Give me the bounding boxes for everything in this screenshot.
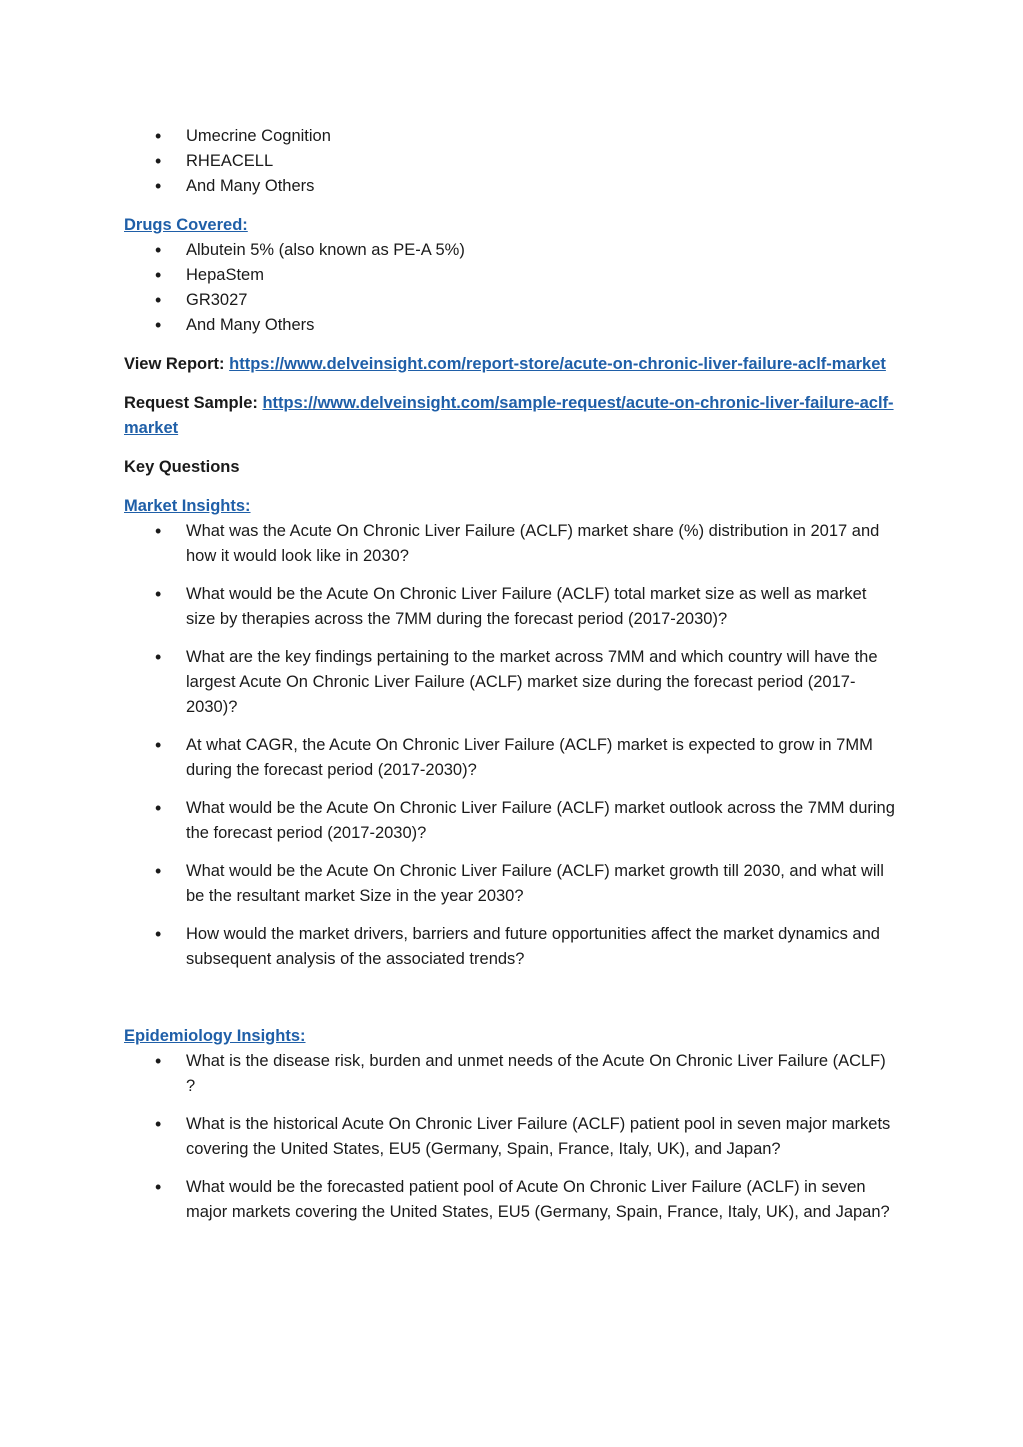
list-item: • GR3027 <box>124 288 899 313</box>
list-item: • What is the historical Acute On Chronic Liver Failure (ACLF) patient pool in seven major markets covering the United States, EU5 (Germany, Spain, France, Italy, UK), and Japan? <box>124 1112 899 1162</box>
list-item: • RHEACELL <box>124 149 899 174</box>
list-item: • And Many Others <box>124 174 899 199</box>
list-item: • HepaStem <box>124 263 899 288</box>
epidemiology-insights-heading[interactable]: Epidemiology Insights: <box>124 1027 306 1045</box>
list-item: • What would be the Acute On Chronic Liver Failure (ACLF) total market size as well as market size by therapies across the 7MM during the forecast period (2017-2030)? <box>124 582 899 632</box>
list-item: • What is the disease risk, burden and unmet needs of the Acute On Chronic Liver Failure (ACLF) ? <box>124 1049 899 1099</box>
list-item: • Albutein 5% (also known as PE-A 5%) <box>124 238 899 263</box>
view-report-link[interactable]: https://www.delveinsight.com/report-store/acute-on-chronic-liver-failure-aclf-market <box>229 355 886 373</box>
key-questions-title: Key Questions <box>124 458 240 476</box>
drugs-covered-heading[interactable]: Drugs Covered: <box>124 216 248 234</box>
list-item: • Umecrine Cognition <box>124 124 899 149</box>
view-report-line <box>124 352 899 377</box>
list-item: • And Many Others <box>124 313 899 338</box>
epidemiology-insights-list <box>124 1049 899 1225</box>
list-item: • What would be the Acute On Chronic Liver Failure (ACLF) market growth till 2030, and what will be the resultant market Size in the year 2030? <box>124 859 899 909</box>
market-insights-heading[interactable]: Market Insights: <box>124 497 251 515</box>
drugs-list <box>124 238 899 338</box>
companies-list <box>124 124 899 199</box>
request-sample-link[interactable]: https://www.delveinsight.com/sample-request/acute-on-chronic-liver-failure-aclf-market <box>124 394 894 437</box>
request-sample-line <box>124 391 899 441</box>
list-item: • What would be the forecasted patient pool of Acute On Chronic Liver Failure (ACLF) in seven major markets covering the United States, EU5 (Germany, Spain, France, Italy, UK), and Japan? <box>124 1175 899 1225</box>
list-item: • At what CAGR, the Acute On Chronic Liver Failure (ACLF) market is expected to grow in 7MM during the forecast period (2017-2030)? <box>124 733 899 783</box>
request-sample-label: Request Sample: <box>124 394 258 412</box>
list-item: • What are the key findings pertaining to the market across 7MM and which country will have the largest Acute On Chronic Liver Failure (ACLF) market size during the forecast period (2017-2030)? <box>124 645 899 720</box>
list-item: • What would be the Acute On Chronic Liver Failure (ACLF) market outlook across the 7MM during the forecast period (2017-2030)? <box>124 796 899 846</box>
market-insights-list <box>124 519 899 972</box>
list-item: • How would the market drivers, barriers and future opportunities affect the market dynamics and subsequent analysis of the associated trends? <box>124 922 899 972</box>
list-item: • What was the Acute On Chronic Liver Failure (ACLF) market share (%) distribution in 2017 and how it would look like in 2030? <box>124 519 899 569</box>
document-page <box>124 124 899 1225</box>
view-report-label: View Report: <box>124 355 225 373</box>
